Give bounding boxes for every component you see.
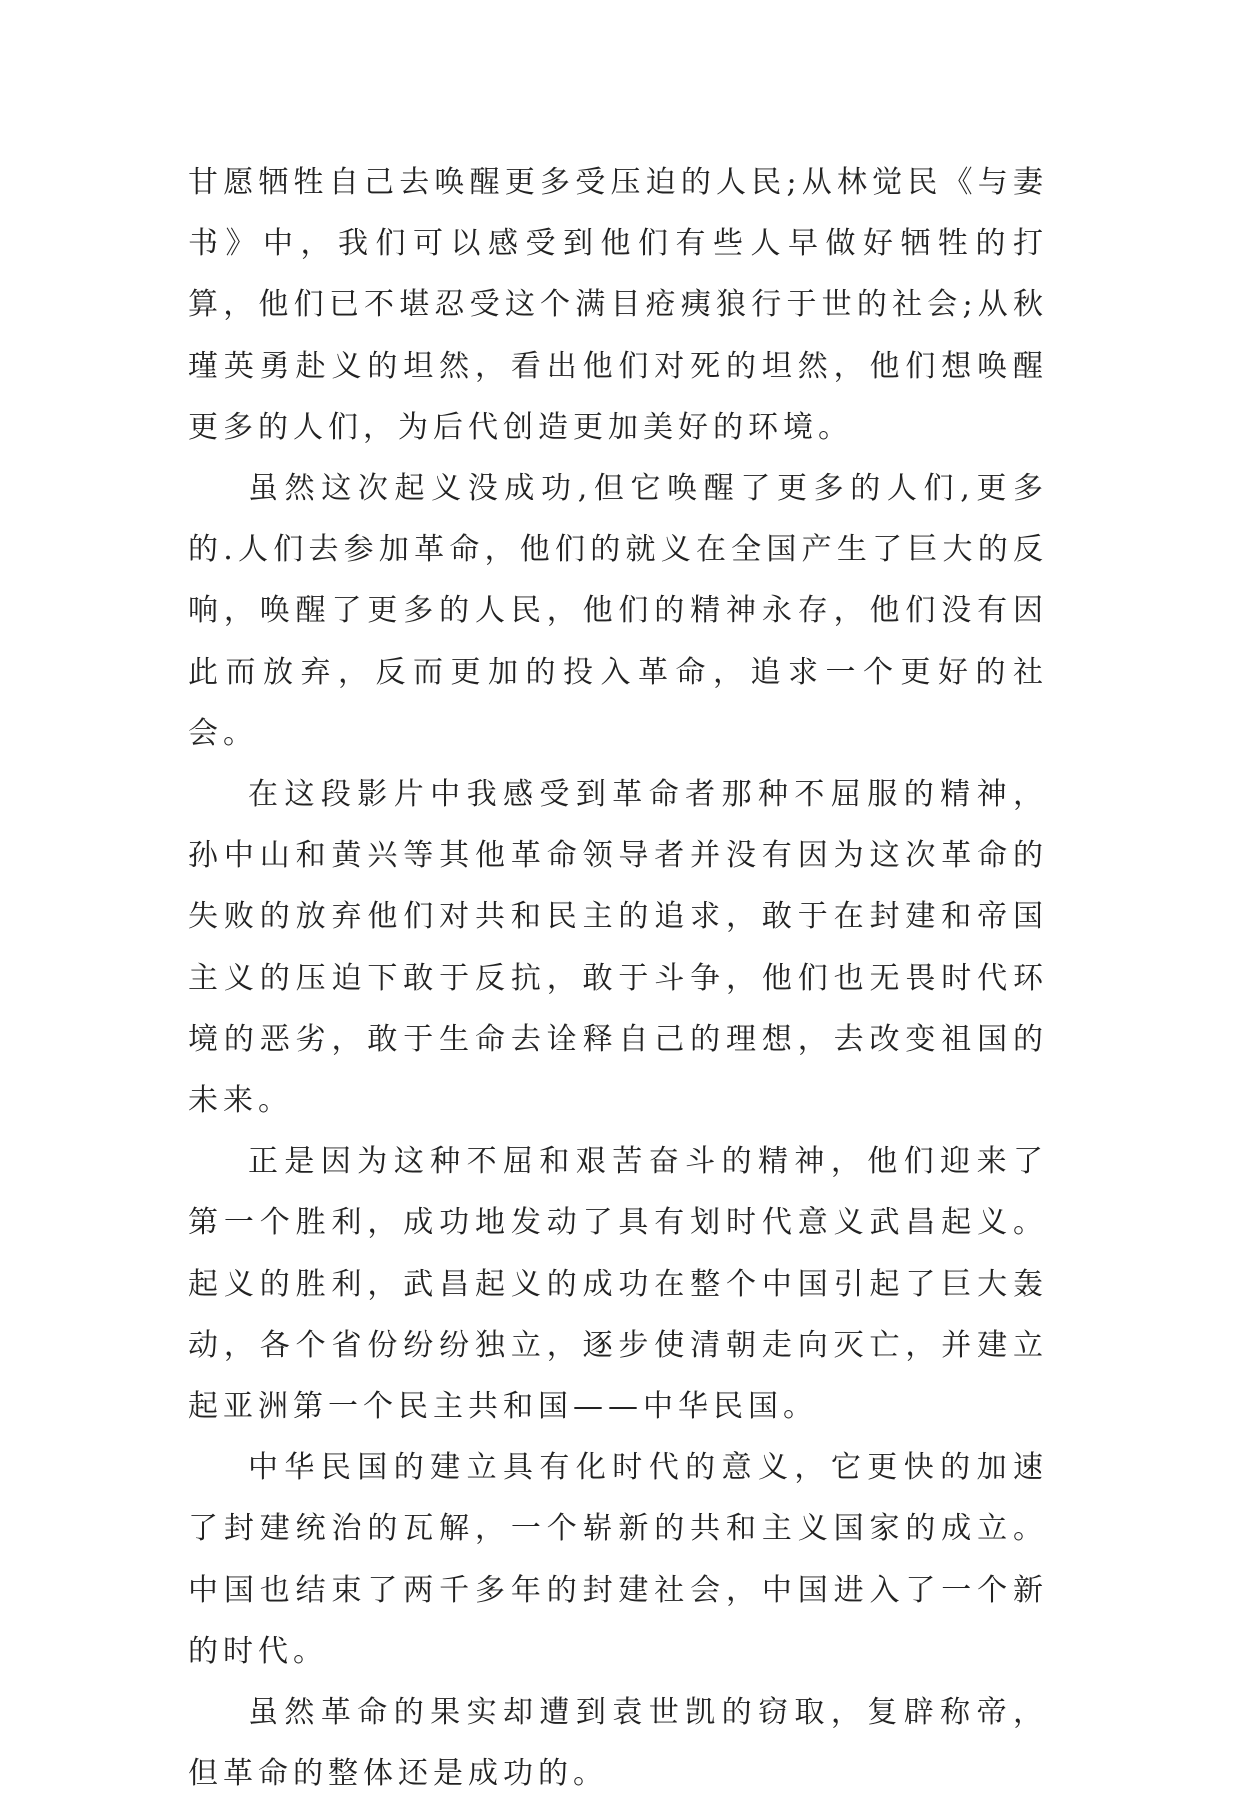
paragraph-1: 甘愿牺牲自己去唤醒更多受压迫的人民;从林觉民《与妻书》中，我们可以感受到他们有些人早做好牺牲的打算，他们已不堪忍受这个满目疮痍狼行于世的社会;从秋瑾英勇赴义的坦然，看出他们对死的坦然，他们想唤醒更多的人们，为后代创造更加美好的环境。 [188, 165, 1048, 445]
paragraph-2: 虽然这次起义没成功,但它唤醒了更多的人们,更多的.人们去参加革命，他们的就义在全国产生了巨大的反响，唤醒了更多的人民，他们的精神永存，他们没有因此而放弃，反而更加的投入革命，追求一个更好的社会。 [188, 471, 1048, 751]
paragraph-4: 正是因为这种不屈和艰苦奋斗的精神，他们迎来了第一个胜利，成功地发动了具有划时代意义武昌起义。起义的胜利，武昌起义的成功在整个中国引起了巨大轰动，各个省份纷纷独立，逐步使清朝走向灭亡，并建立起亚洲第一个民主共和国——中华民国。 [188, 1144, 1048, 1425]
paragraph-6: 虽然革命的果实却遭到袁世凯的窃取，复辟称帝，但革命的整体还是成功的。 [188, 1695, 1048, 1792]
document-body [188, 152, 1048, 1804]
paragraph-5: 中华民国的建立具有化时代的意义，它更快的加速了封建统治的瓦解，一个崭新的共和主义国家的成立。中国也结束了两千多年的封建社会，中国进入了一个新的时代。 [188, 1450, 1048, 1669]
paragraph-3: 在这段影片中我感受到革命者那种不屈服的精神，孙中山和黄兴等其他革命领导者并没有因为这次革命的失败的放弃他们对共和民主的追求，敢于在封建和帝国主义的压迫下敢于反抗，敢于斗争，他们也无畏时代环境的恶劣，敢于生命去诠释自己的理想，去改变祖国的未来。 [188, 777, 1048, 1119]
